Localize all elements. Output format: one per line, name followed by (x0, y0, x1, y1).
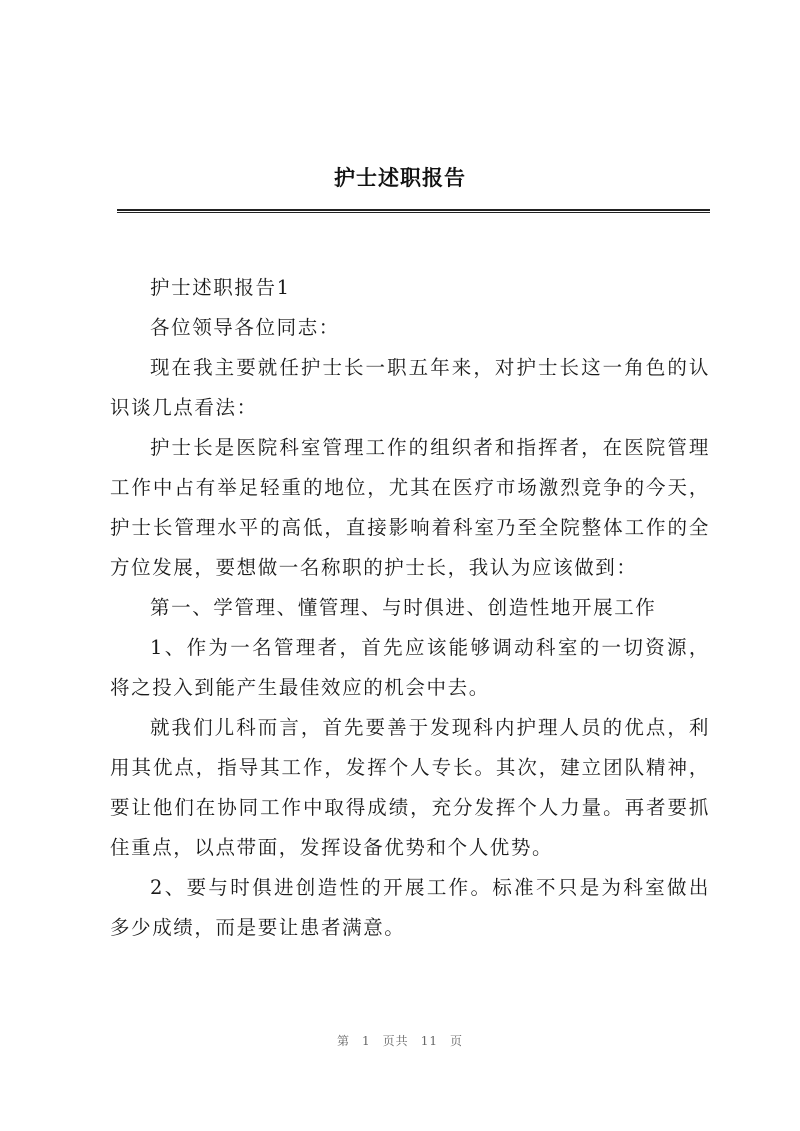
paragraph: 各位领导各位同志： (150, 316, 340, 339)
paragraph: 护士长是医院科室管理工作的组织者和指挥者，在医院管理工作中占有举足轻重的地位，尤其在医疗市场激烈竞争的今天，护士长管理水平的高低，直接影响着科室乃至全院整体工作的全方位发展，要想做一名称职的护士长，我认为应该做到： (110, 436, 710, 579)
footer-page-number: 1 (362, 1034, 371, 1048)
paragraph: 护士述职报告1 (150, 276, 291, 299)
page-title: 护士述职报告 (334, 165, 466, 190)
paragraph: 1、作为一名管理者，首先应该能够调动科室的一切资源，将之投入到能产生最佳效应的机会中去。 (110, 636, 710, 699)
page-footer (0, 1032, 800, 1049)
footer-prefix: 第 (337, 1034, 351, 1048)
title-divider (117, 209, 710, 213)
paragraph: 第一、学管理、懂管理、与时俱进、创造性地开展工作 (150, 596, 657, 619)
footer-total-pages: 11 (420, 1034, 438, 1048)
document-body (110, 268, 710, 948)
footer-middle: 页共 (382, 1034, 409, 1048)
paragraph: 就我们儿科而言，首先要善于发现科内护理人员的优点，利用其优点，指导其工作，发挥个人专长。其次，建立团队精神，要让他们在协同工作中取得成绩，充分发挥个人力量。再者要抓住重点，以点带面，发挥设备优势和个人优势。 (110, 716, 710, 859)
paragraph: 现在我主要就任护士长一职五年来，对护士长这一角色的认识谈几点看法： (110, 356, 710, 419)
footer-suffix: 页 (449, 1034, 463, 1048)
paragraph: 2、要与时俱进创造性的开展工作。标准不只是为科室做出多少成绩，而是要让患者满意。 (110, 876, 710, 939)
